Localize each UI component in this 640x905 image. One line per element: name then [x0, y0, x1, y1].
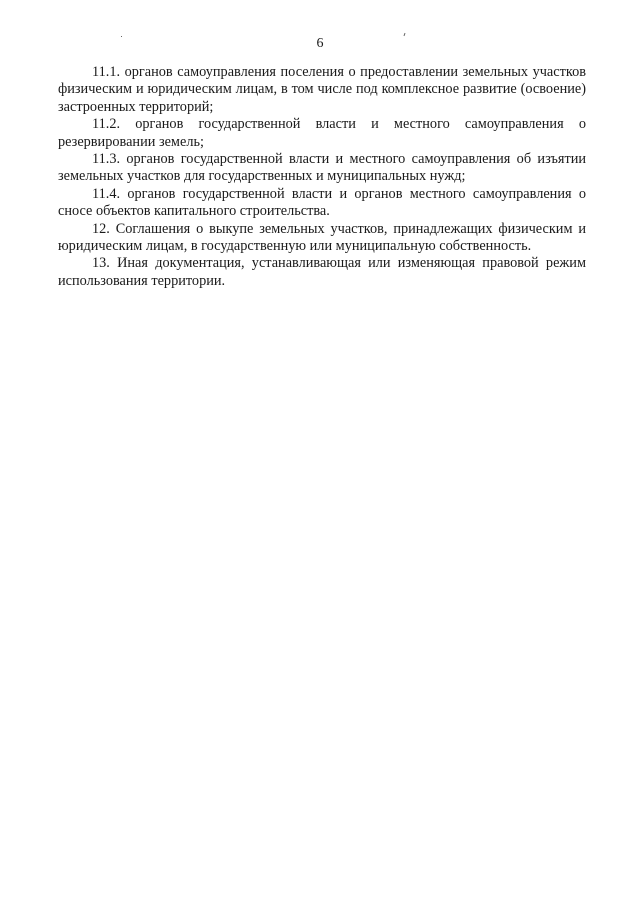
paragraph-11-4: 11.4. органов государственной власти и органов местного самоуправления о сносе объектов капитального строительства. [58, 185, 586, 220]
paragraph-11-2: 11.2. органов государственной власти и местного самоуправления о резервировании земель; [58, 116, 586, 150]
document-body [58, 64, 586, 290]
paragraph-12: 12. Соглашения о выкупе земельных участков, принадлежащих физическим и юридическим лицам, в государственную или муниципальную собственность. [58, 220, 586, 255]
paragraph-11-1: 11.1. органов самоуправления поселения о предоставлении земельных участков физическим и юридическим лицам, в том числе под комплексное развитие (освоение) застроенных территорий; [58, 64, 586, 115]
paragraph-13: 13. Иная документация, устанавливающая или изменяющая правовой режим использования территории. [58, 255, 586, 289]
paragraph-11-3: 11.3. органов государственной власти и местного самоуправления об изъятии земельных участков для государственных и муниципальных нужд; [58, 151, 586, 185]
page-number: 6 [316, 36, 324, 51]
